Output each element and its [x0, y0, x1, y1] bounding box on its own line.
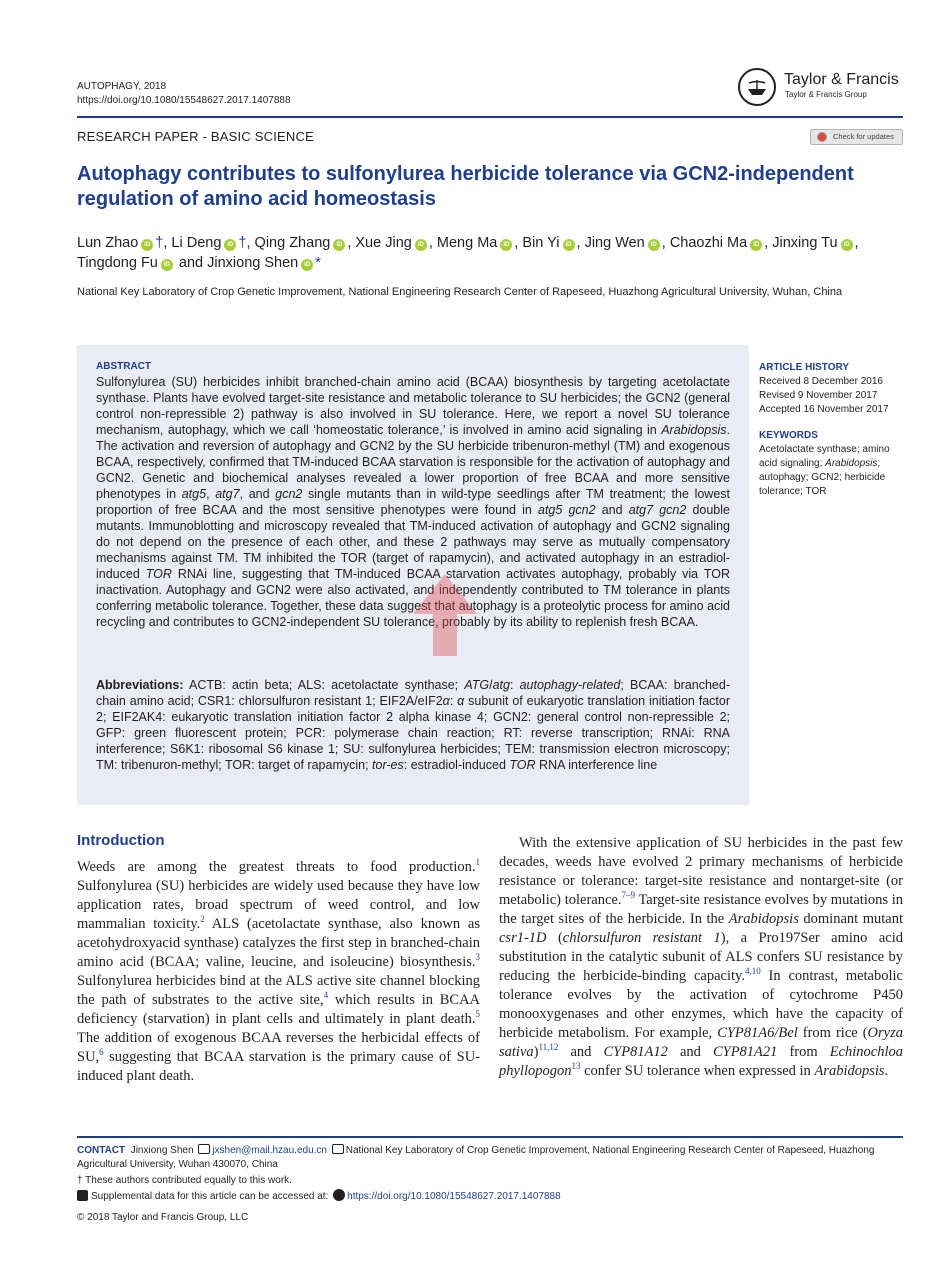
contact-address: National Key Laboratory of Crop Genetic Improvement, National Engineering Research Center of Rapeseed, Huazhong Agricultural University, Wuhan 430070, China: [77, 1145, 875, 1170]
author-separator: ,: [764, 235, 773, 251]
supplemental-note: [77, 1189, 903, 1204]
contact-name: Jinxiong Shen: [130, 1145, 194, 1156]
journal-header: [77, 80, 291, 108]
author-separator: ,: [514, 235, 523, 251]
author-name: Qing Zhang: [254, 235, 331, 251]
received-date: Received 8 December 2016: [759, 376, 883, 387]
article-history: [759, 361, 909, 417]
author-name: Meng Ma: [436, 235, 498, 251]
author-separator: ,: [854, 235, 859, 251]
author-separator: ,: [347, 235, 356, 251]
author-name: Lun Zhao: [77, 235, 139, 251]
author-mark: *: [315, 255, 321, 271]
author-mark: †: [238, 235, 247, 251]
keywords-text: Acetolactate synthase; amino acid signaling; Arabidopsis; autophagy; GCN2; herbicide tolerance; TOR: [759, 444, 890, 497]
author-name: Chaozhi Ma: [669, 235, 748, 251]
author-name: Tingdong Fu: [77, 255, 158, 271]
contact-info: [77, 1144, 903, 1172]
check-updates-button[interactable]: [810, 129, 903, 145]
article-history-heading: ARTICLE HISTORY: [759, 362, 850, 373]
publisher-group: Taylor & Francis Group: [785, 90, 867, 99]
abstract-heading: ABSTRACT: [96, 361, 151, 372]
author-separator: and: [174, 255, 208, 271]
orcid-icon[interactable]: iD: [141, 239, 153, 251]
author-separator: ,: [163, 235, 172, 251]
orcid-icon[interactable]: iD: [750, 239, 762, 251]
keywords-heading: KEYWORDS: [759, 430, 818, 441]
watermark-icon: [405, 570, 485, 660]
check-updates-label: Check for updates: [833, 132, 894, 141]
author-name: Li Deng: [171, 235, 222, 251]
crossmark-icon: [817, 132, 827, 142]
header-divider: [77, 116, 903, 118]
intro-right-column: With the extensive application of SU herbicides in the past few decades, weeds have evolved 2 primary mechanisms of herbicide resistance or tolerance: target-site resistance and nontarget-site (or metabolic) tolerance.$^{7-9}$ Target-site resistance evolves by mutations in the target sites of the herbicide. In the Arabidopsis dominant mutant csr1-1D (chlorsulfuron resistant 1), a Pro197Ser amino acid substitution in the catalytic subunit of ALS confers SU resistance by reducing the herbicide-binding capacity.$^{4,10}$ In contrast, metabolic tolerance evolves by the activation of cytochrome P450 monooxygenases and other enzymes, which have the capacity of herbicide metabolism. For example, CYP81A6/Bel from rice (Oryza sativa)$^{11,12}$ and CYP81A12 and CYP81A21 from Echinochloa phyllopogon$^{13}$ confer SU tolerance when expressed in Arabidopsis.: [499, 835, 903, 1079]
orcid-icon[interactable]: iD: [648, 239, 660, 251]
author-name: Jinxiong Shen: [207, 255, 299, 271]
keywords: [759, 429, 909, 499]
publisher-logo: [738, 68, 903, 108]
orcid-icon[interactable]: iD: [161, 259, 173, 271]
author-name: Jinxing Tu: [772, 235, 838, 251]
email-icon: [198, 1144, 210, 1154]
publisher-name: Taylor & Francis: [784, 71, 899, 88]
revised-date: Revised 9 November 2017: [759, 390, 878, 401]
copyright: © 2018 Taylor and Francis Group, LLC: [77, 1212, 249, 1223]
publisher-emblem-icon: [738, 68, 776, 106]
orcid-icon[interactable]: iD: [841, 239, 853, 251]
introduction-heading: Introduction: [77, 832, 165, 849]
contact-label: CONTACT: [77, 1145, 126, 1156]
footer-divider: [77, 1136, 903, 1138]
author-separator: ,: [246, 235, 255, 251]
intro-left-column: Weeds are among the greatest threats to food production.$^1$ Sulfonylurea (SU) herbicides are widely used because they have low application rates, broad spectrum of weed control, and low mammalian toxicity.$^2$ ALS (acetolactate synthase, also known as acetohydroxyacid synthase) catalyzes the first step in branched-chain amino acid (BCAA; valine, leucine, and isoleucine) biosynthesis.$^3$ Sulfonylurea herbicides bind at the ALS active site channel blocking the path of substrates to the active site,$^4$ which results in BCAA deficiency (starvation) in plant cells and ultimately in plant death.$^5$ The addition of exogenous BCAA reverses the herbicidal effects of SU,$^6$ suggesting that BCAA starvation is the primary cause of SU-induced plant death.: [77, 857, 481, 1084]
equal-contribution-note: † These authors contributed equally to this work.: [77, 1175, 292, 1186]
address-icon: [332, 1144, 344, 1154]
abbreviations-text: ACTB: actin beta; ALS: acetolactate synthase; ATG/atg: autophagy-related; BCAA: branched-chain amino acid; CSR1: chlorsulfuron resistant 1; EIF2A/eIF2α: α subunit of eukaryotic translation initiation factor 2; EIF2AK4: eukaryotic translation initiation factor 2 alpha kinase 4; GCN2: general control non-repressible 2; GFP: green fluorescent protein; PCR: polymerase chain reaction; RT: reverse transcription; RNAi: RNA interference; S6K1: ribosomal S6 kinase 1; SU: sulfonylurea herbicides; TEM: transmission electron microscopy; TM: tribenuron-methyl; TOR: target of rapamycin; tor-es: estradiol-induced TOR RNA interference line: [96, 678, 730, 772]
orcid-icon[interactable]: iD: [301, 259, 313, 271]
link-icon: [333, 1189, 345, 1201]
section-label: RESEARCH PAPER - BASIC SCIENCE: [77, 129, 314, 144]
orcid-icon[interactable]: iD: [500, 239, 512, 251]
article-title: Autophagy contributes to sulfonylurea herbicide tolerance via GCN2-independent regulation of amino acid homeostasis: [77, 163, 854, 210]
author-name: Xue Jing: [355, 235, 412, 251]
orcid-icon[interactable]: iD: [333, 239, 345, 251]
abbreviations: [96, 677, 730, 773]
author-name: Bin Yi: [522, 235, 560, 251]
journal-name: AUTOPHAGY, 2018: [77, 81, 167, 92]
author-separator: ,: [576, 235, 585, 251]
supplemental-icon: [77, 1190, 88, 1201]
author-name: Jing Wen: [584, 235, 645, 251]
orcid-icon[interactable]: iD: [224, 239, 236, 251]
abbreviations-label: Abbreviations:: [96, 678, 184, 692]
author-mark: †: [155, 235, 164, 251]
author-list: [77, 233, 903, 273]
affiliation: National Key Laboratory of Crop Genetic Improvement, National Engineering Research Center of Rapeseed, Huazhong Agricultural University, Wuhan, China: [77, 286, 843, 298]
author-separator: ,: [661, 235, 670, 251]
orcid-icon[interactable]: iD: [563, 239, 575, 251]
orcid-icon[interactable]: iD: [415, 239, 427, 251]
doi-link[interactable]: https://doi.org/10.1080/15548627.2017.1407888: [77, 95, 291, 106]
author-separator: ,: [428, 235, 437, 251]
supplemental-link[interactable]: https://doi.org/10.1080/15548627.2017.1407888: [347, 1191, 561, 1202]
contact-email[interactable]: jxshen@mail.hzau.edu.cn: [212, 1145, 327, 1156]
accepted-date: Accepted 16 November 2017: [759, 404, 889, 415]
supplemental-text: Supplemental data for this article can be accessed at:: [91, 1191, 329, 1202]
abstract-text: Sulfonylurea (SU) herbicides inhibit branched-chain amino acid (BCAA) biosynthesis by targeting acetolactate synthase. Plants have evolved target-site resistance and metabolic tolerance to SU herbicides; the GCN2 (general control non-repressible 2) pathway is also involved in SU tolerance. Here, we report a novel SU tolerance mechanism, autophagy, which we call ‘homeostatic tolerance,’ is involved in amino acid signaling in Arabidopsis. The activation and reversion of autophagy and GCN2 by the SU herbicide tribenuron-methyl (TM) and exogenous BCAA, respectively, confirmed that TM-induced BCAA starvation is responsible for the activation of autophagy and GCN2. Genetic and biochemical analyses revealed a lower proportion of free BCAA and more sensitive phenotypes in atg5, atg7, and gcn2 single mutants than in wild-type seedlings after TM treatment; the lowest proportion of free BCAA and the most sensitive phenotypes were found in atg5 gcn2 and atg7 gcn2 double mutants. Immunoblotting and microscopy revealed that TM-induced activation of autophagy and GCN2 signaling do not depend on the presence of each other, and these 2 pathways may serve as mutually compensatory mechanisms against TM. TM inhibited the TOR (target of rapamycin), and activated autophagy in an estradiol-induced TOR RNAi line, suggesting that TM-induced BCAA starvation activates autophagy, probably via TOR inactivation. Autophagy and GCN2 were also activated, and independently contributed to TM tolerance in plants conferring metabolic tolerance. Together, these data suggest that autophagy is a proteolytic process for amino acid recycling and contributes to GCN2-independent SU tolerance, probably by its ability to replenish fresh BCAA.: [96, 375, 731, 629]
